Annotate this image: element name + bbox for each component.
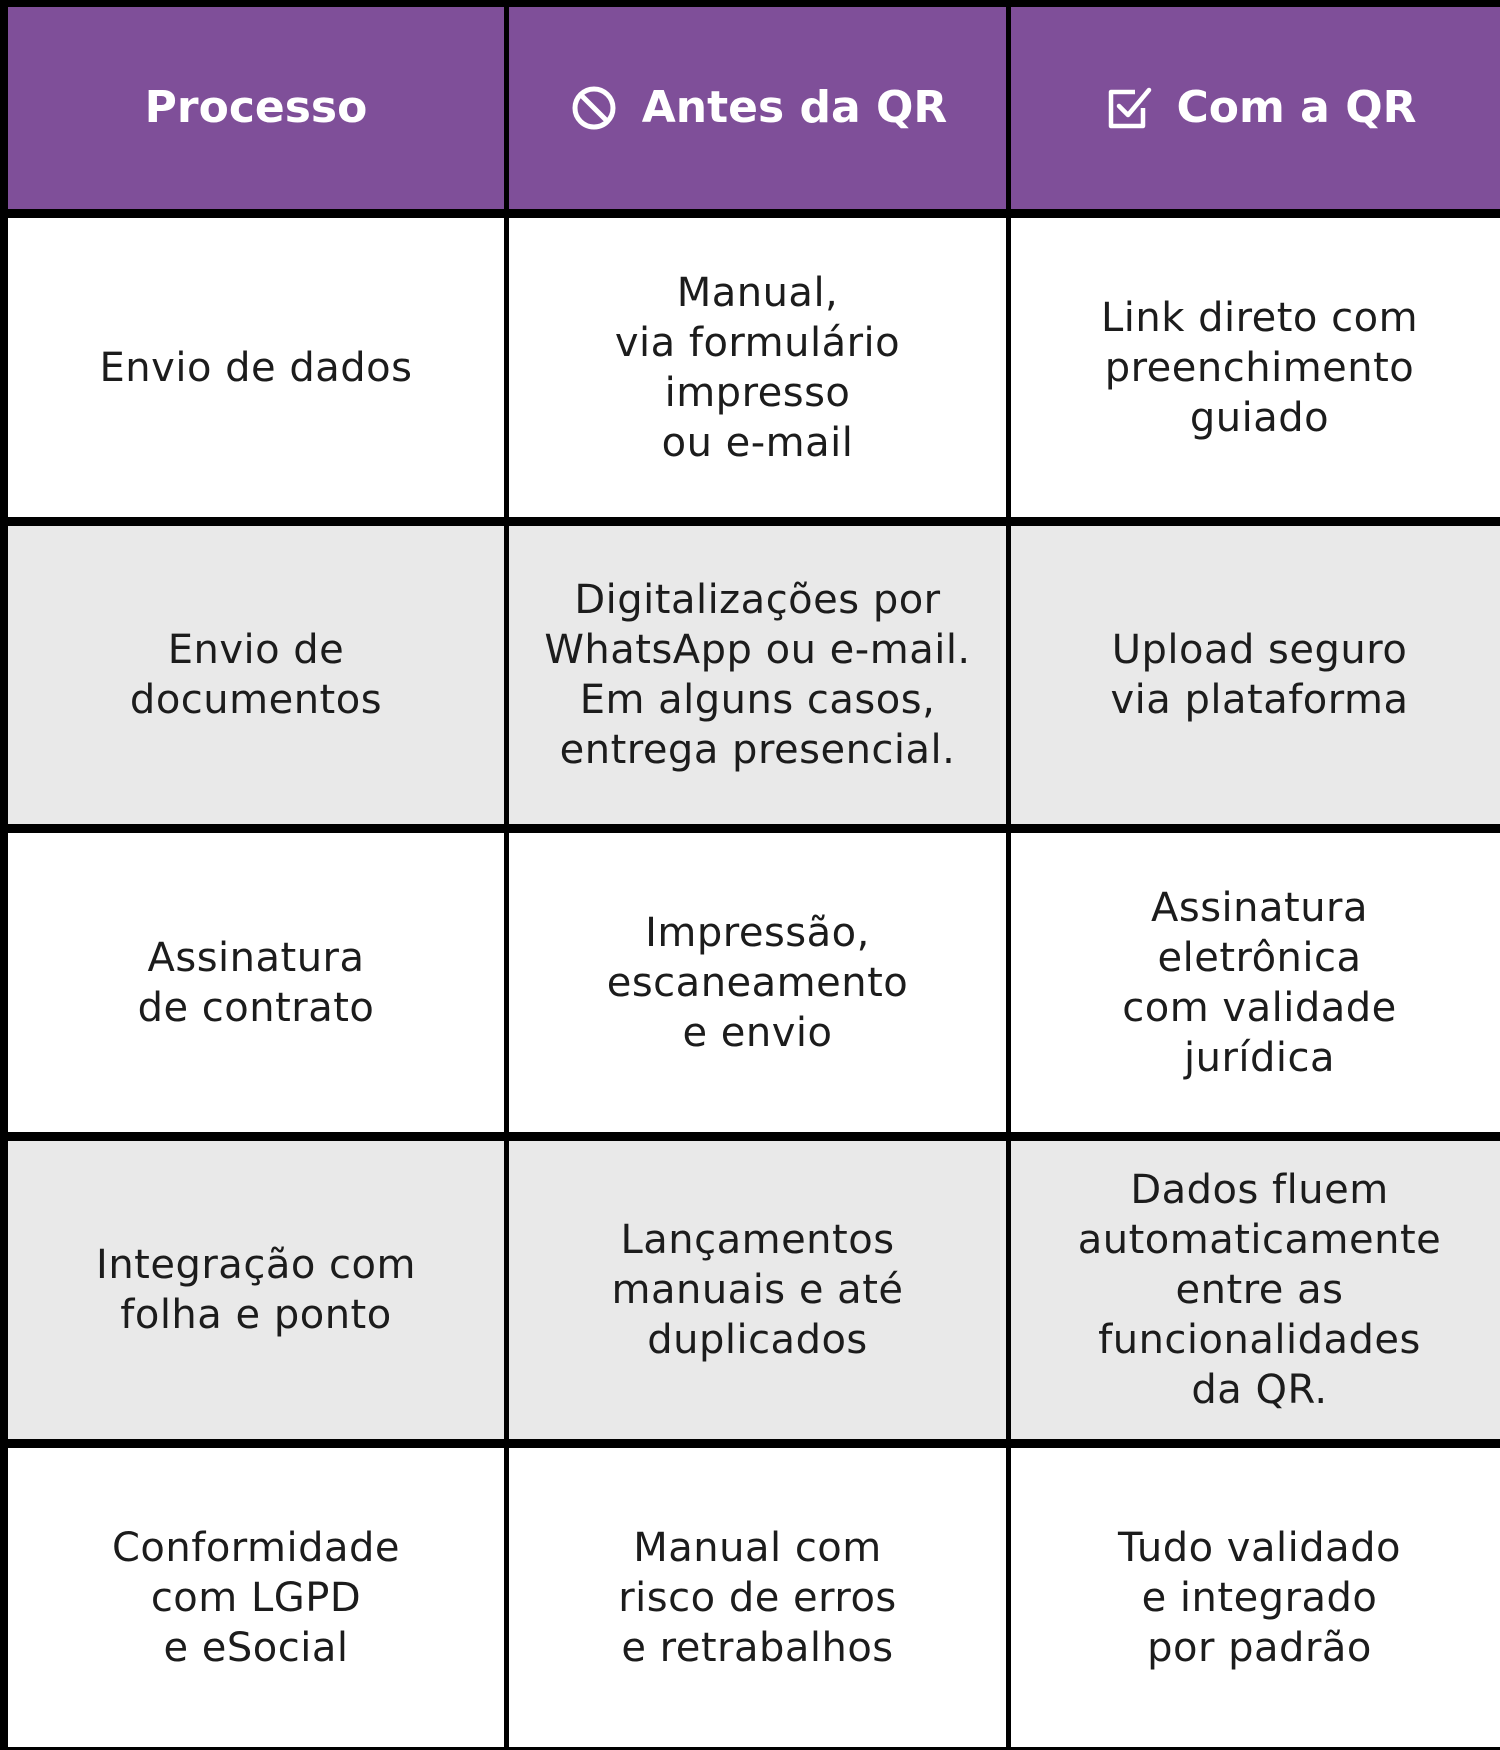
header-com-a-qr [1011, 7, 1500, 209]
cell-before: Lançamentos manuais e até duplicados [509, 1141, 1006, 1439]
cell-after: Dados fluem automaticamente entre as funcionalidades da QR. [1011, 1141, 1500, 1439]
cell-process: Assinatura de contrato [8, 833, 504, 1132]
header-processo [8, 7, 504, 209]
header-processo-label: Processo [144, 82, 368, 133]
cell-process: Conformidade com LGPD e eSocial [8, 1448, 504, 1747]
header-com-a-qr-label: Com a QR [1176, 82, 1417, 133]
cell-after: Link direto com preenchimento guiado [1011, 218, 1500, 517]
cell-before: Manual com risco de erros e retrabalhos [509, 1448, 1006, 1747]
cell-process: Integração com folha e ponto [8, 1141, 504, 1439]
cell-before: Manual, via formulário impresso ou e-mail [509, 218, 1006, 517]
cell-after: Upload seguro via plataforma [1011, 526, 1500, 824]
prohibited-icon [568, 82, 620, 134]
cell-before: Digitalizações por WhatsApp ou e-mail. Em alguns casos, entrega presencial. [509, 526, 1006, 824]
header-antes-da-qr [509, 7, 1006, 209]
cell-process: Envio de dados [8, 218, 504, 517]
cell-after: Assinatura eletrônica com validade jurídica [1011, 833, 1500, 1132]
header-antes-da-qr-label: Antes da QR [641, 82, 948, 133]
cell-process: Envio de documentos [8, 526, 504, 824]
cell-before: Impressão, escaneamento e envio [509, 833, 1006, 1132]
checkbox-checked-icon [1103, 82, 1155, 134]
cell-after: Tudo validado e integrado por padrão [1011, 1448, 1500, 1747]
